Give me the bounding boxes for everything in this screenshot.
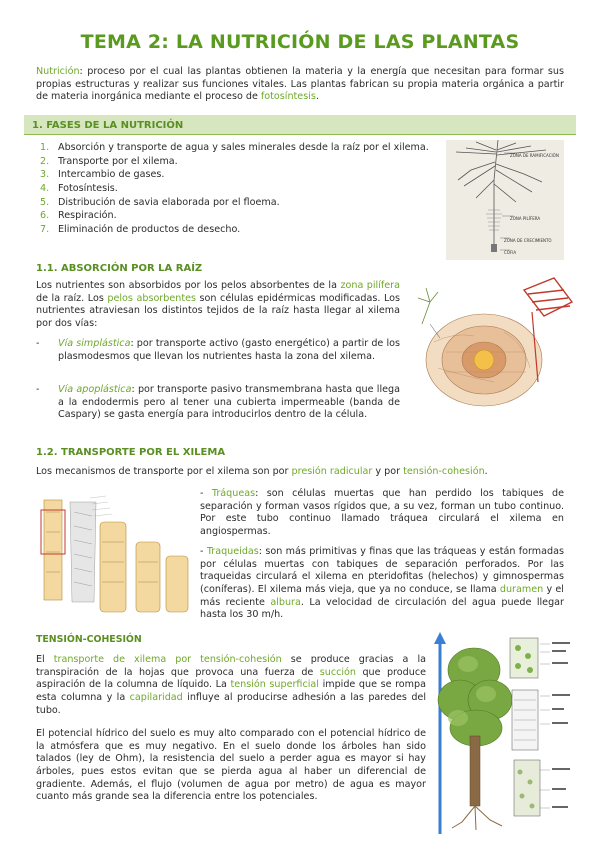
list-item (40, 183, 440, 196)
list-item (40, 169, 440, 182)
tension-heading: TENSIÓN-COHESIÓN (36, 634, 142, 645)
term-traqueidas: Traqueidas (206, 546, 259, 557)
root-label: COFIA (504, 250, 517, 255)
section-bar (24, 115, 576, 135)
list-text: Absorción y transporte de agua y sales minerales desde la raíz por el xilema. (58, 142, 429, 153)
list-text: Transporte por el xilema. (58, 155, 178, 167)
text: . La velocidad de circulación del agua puede llegar hasta los 30 m/h. (200, 596, 564, 621)
text: influye al producirse adhesión a las paredes del tubo. (36, 691, 426, 716)
term-albura: albura (270, 596, 301, 608)
text: : son células muertas que han perdido los tabiques de separación y forman vasos rígidos que, a su vez, forman un tubo continuo. Por este tubo continuo llamado tráquea circulará el xilema en angiospermas. (200, 488, 565, 537)
page-title: TEMA 2: LA NUTRICIÓN DE LAS PLANTAS (80, 31, 520, 53)
term-duramen: duramen (499, 583, 544, 595)
term-zona-pilifera: zona pilífera (340, 280, 400, 291)
intro-term-fotosintesis: fotosíntesis (260, 91, 316, 103)
text: se produce gracias a la transpiración de la hojas que provoca una fuerza de (36, 654, 426, 678)
list-text: Fotosíntesis. (58, 182, 118, 194)
text: : por transporte activo (gasto energético) a partir de los plasmodesmos que llevan los nutrientes hasta la zona del xilema. (58, 338, 400, 362)
text: son células epidérmicas modificadas. Los nutrientes atraviesan los distintos tejidos de la raíz hasta llegar al xilema por dos vías: (36, 292, 401, 329)
xylem-figure (36, 492, 194, 616)
list-number: 6. (40, 210, 50, 222)
list-item (40, 224, 440, 237)
bullet-dash: - (36, 384, 40, 395)
root-label: ZONA DE RAMIFICACIÓN (510, 153, 559, 158)
term-transporte-xilema: transporte de xilema por tensión-cohesión (53, 654, 282, 665)
section-heading-11: 1.1. ABSORCIÓN POR LA RAÍZ (36, 263, 203, 274)
text: : por transporte pasivo transmembrana hasta que llega a la endodermis pero al tener una cubierta impermeable (banda de Caspary) se gasta energía para introducirlos dentro de la célula. (58, 384, 400, 421)
potential-paragraph: El potencial hídrico del suelo es muy alto comparado con el potencial hídrico de la atmósfera que es muy negativo. En el suelo donde los árboles han sido talados (ley de Ohm), la resistencia del suelo a perder agua es mayor si hay árboles, pues estos evitan que se pierda agua al haber un diferencial de gradiente. Además, el flujo (volumen de agua por metro) de agua es mayor cuanto más grande sea la diferencia entre los potenciales. (36, 728, 426, 803)
list-text: Eliminación de productos de desecho. (58, 223, 241, 235)
list-number: 4. (40, 182, 50, 194)
traqueas-paragraph (200, 488, 564, 539)
phases-list (40, 142, 440, 238)
term-pelos-absorbentes: pelos absorbentes (107, 292, 196, 304)
root-section-figure (404, 272, 576, 432)
text: y el más reciente (200, 583, 564, 608)
root-label: ZONA DE CRECIMIENTO (504, 238, 552, 243)
tension-paragraph (36, 654, 426, 717)
section-heading: 1. FASES DE LA NUTRICIÓN (32, 120, 184, 131)
root-label: ZONA PILÍFERA (510, 216, 541, 221)
via-simplastica (36, 338, 400, 378)
intro-text: : proceso por el cual las plantas obtienen la materia y la energía que necesitan para formar sus propias estructuras y realizar sus funciones vitales. Las plantas fabrican su propia materia orgánica a partir de materia inorgánica mediante el proceso de (36, 66, 564, 103)
via-apoplastica (36, 384, 400, 438)
list-item (40, 142, 440, 155)
text: Los mecanismos de transporte por el xilema son por (36, 466, 292, 477)
term-succion: succión (319, 666, 357, 678)
text: y por (372, 466, 404, 477)
xylem-intro (36, 466, 564, 479)
traqueidas-paragraph (200, 546, 564, 622)
text: que produce aspiración de la columna de líquido. La (36, 666, 426, 691)
intro-paragraph (36, 66, 564, 104)
section-heading-12: 1.2. TRANSPORTE POR EL XILEMA (36, 447, 226, 458)
tree-figure (432, 630, 576, 840)
term-via-apoplastica: Vía apoplástica (58, 384, 132, 395)
bullet-dash: - (36, 338, 40, 349)
term-tension-superficial: tensión superficial (230, 679, 319, 691)
term-via-simplastica: Vía simplástica (58, 338, 131, 349)
list-text: Intercambio de gases. (58, 169, 165, 181)
term-traqueas: Tráqueas (211, 488, 256, 499)
text: impide que se rompa esta columna y la (36, 679, 426, 703)
root-figure (446, 140, 564, 260)
text: de la raíz. Los (36, 292, 108, 304)
text: Los nutrientes son absorbidos por los pelos absorbentes de la (36, 280, 341, 291)
absorption-paragraph (36, 280, 400, 331)
list-item (40, 197, 440, 210)
list-number: 5. (40, 196, 50, 208)
bullet-dash: - (200, 546, 207, 557)
intro-text-end: . (315, 91, 319, 103)
intro-term: Nutrición (36, 66, 80, 77)
term-presion-radicular: presión radicular (291, 466, 373, 477)
term-capilaridad: capilaridad (129, 691, 183, 703)
list-item (40, 156, 440, 169)
list-number: 3. (40, 169, 50, 181)
text: . (484, 466, 488, 477)
text: : son más primitivas y finas que las tráqueas y están formadas por células muertas con tabiques de separación perforados. Por las traqueidas circulará el xilema en pteridofitas (helechos) y gimnospermas (coníferas). El xilema más vieja, que ya no conduce, se llama (200, 546, 565, 595)
text: El (36, 654, 54, 665)
list-number: 2. (40, 155, 50, 167)
term-tension-cohesion: tensión-cohesión (403, 466, 485, 477)
list-number: 7. (40, 223, 50, 235)
list-item (40, 210, 440, 223)
list-text: Respiración. (58, 210, 117, 222)
list-text: Distribución de savia elaborada por el floema. (58, 196, 280, 208)
list-number: 1. (40, 142, 50, 153)
bullet-dash: - (200, 488, 212, 499)
